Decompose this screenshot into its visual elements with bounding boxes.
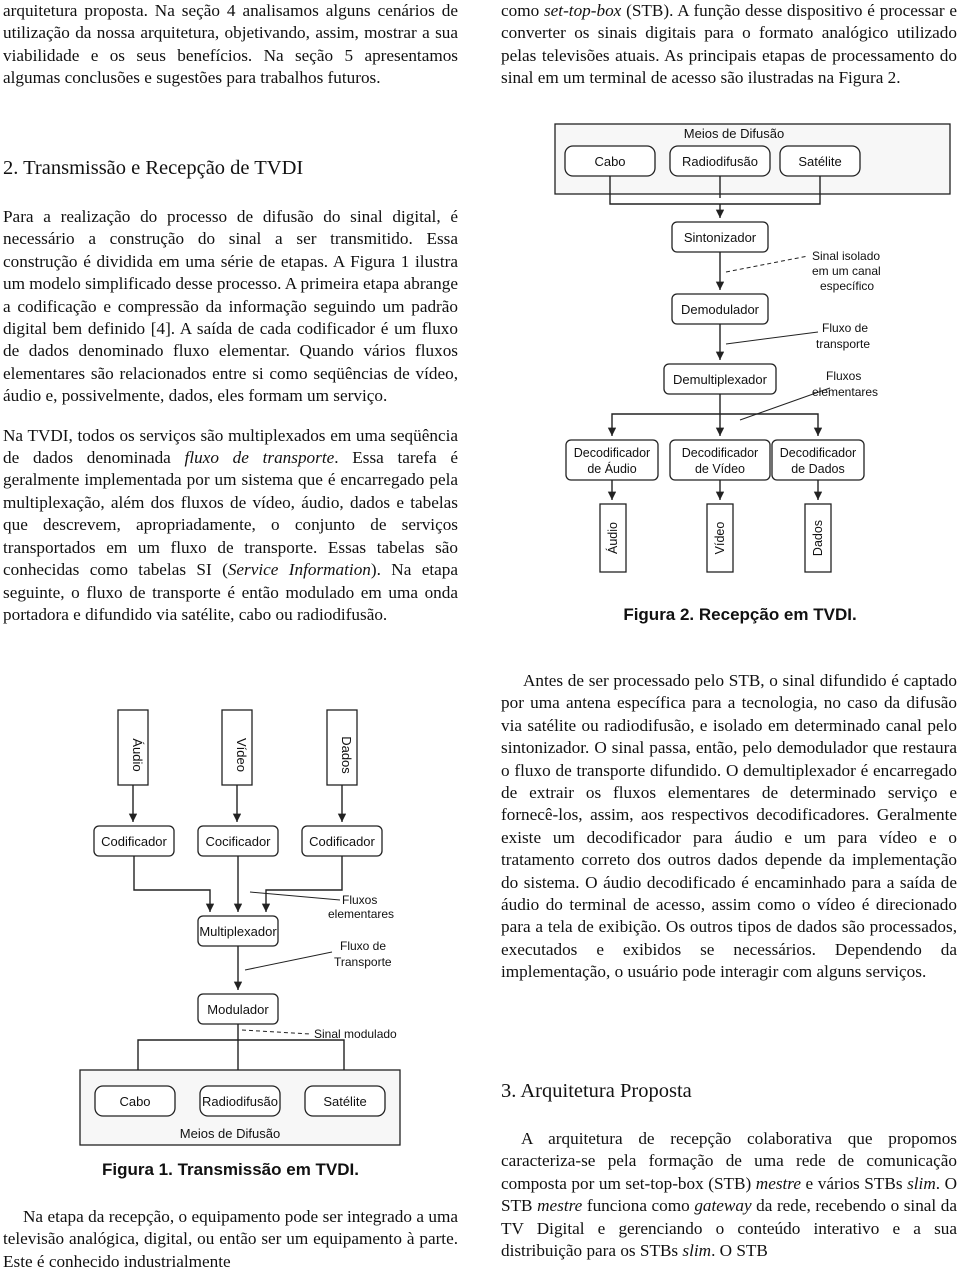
section-2-paragraph-1: Para a realização do processo de difusão do sinal digital, é necessário a construção do sinal a ser transmitido. Essa construção é dividida em uma série de etapas. A Figura 1 ilustra um modelo simplificado desse processo. A primeira etapa abrange a codificação e compressão da informação seguindo um padrão digital bem definido [4]. A saída de cada codificador é um fluxo de dados denominado fluxo elementar. Quando vários fluxos elementares são relacionados entre si como seqüências de vídeo, áudio e, possivelmente, dados, eles formam um serviço. xyxy=(3,207,458,406)
input-video-label: Vídeo xyxy=(234,738,249,772)
s3-text-4: funciona como xyxy=(582,1196,695,1216)
encoder-1-label: Codificador xyxy=(101,834,167,849)
output-video-label: Vídeo xyxy=(713,521,727,555)
fig1-elementary-label-1: Fluxos xyxy=(342,893,378,907)
stb-paragraph xyxy=(501,0,957,90)
s3-text-3: . O STB xyxy=(501,1173,958,1216)
decoder-video xyxy=(670,440,770,480)
input-data-label: Dados xyxy=(339,736,354,774)
decoder-data xyxy=(772,440,864,480)
tuner-label: Sintonizador xyxy=(683,230,757,245)
figure-2-reception-diagram xyxy=(550,118,955,598)
fig2-elementary-label-2: elementares xyxy=(812,385,879,399)
s3-italic-2: slim xyxy=(907,1173,936,1193)
fig2-isolated-label-2: em um canal xyxy=(812,264,881,278)
encoder-2-label: Cocificador xyxy=(205,834,271,849)
s3-text-5: da rede, recebendo o sinal da TV Digital e gerenciando o conteúdo interativo e a sua distribuição para os STBs xyxy=(501,1196,957,1261)
s3-italic-5: slim xyxy=(682,1241,712,1261)
encoder-1 xyxy=(94,826,174,856)
intro-text: arquitetura proposta. Na seção 4 analisamos alguns cenários de utilização da nossa arquitetura, objetivando, assim, mostrar a sua viabilidade e os seus benefícios. Na seção 5 apresentamos algumas conclusões e sugestões para trabalhos futuros. xyxy=(3,1,458,88)
figure-1-caption: Figura 1. Transmissão em TVDI. xyxy=(102,1160,359,1179)
p2-italic-b: Service Information xyxy=(227,560,371,580)
decoder-audio-line2: de Áudio xyxy=(587,462,637,476)
multiplexer-label: Multiplexador xyxy=(199,924,277,939)
section-2-heading: 2. Transmissão e Recepção de TVDI xyxy=(3,157,304,179)
stb-text-b: (STB). A função desse dispositivo é processar e converter os sinais digitais para o formato analógico utilizado pelas televisões atuais. As principais etapas de processamento do sinal em um terminal de acesso são ilustradas na Figura 2. xyxy=(501,1,958,88)
decoder-video-line2: de Vídeo xyxy=(694,462,746,476)
p2-text-b: . Essa tarefa é geralmente implementada por um sistema que é encarregado pela multiplexação, além dos fluxos de vídeo, áudio, dados e tabelas que descrevem, apropriadamente, o conjunto de serviços transportados em um fluxo de transporte. Essas tabelas são conhecidas como tabelas SI ( xyxy=(3,448,458,580)
modulator-label: Modulador xyxy=(207,1002,269,1017)
encoder-3 xyxy=(302,826,382,856)
bottom-left-paragraph xyxy=(3,1206,458,1273)
figure-2-caption: Figura 2. Recepção em TVDI. xyxy=(623,605,857,624)
p2-italic-a: fluxo de transporte xyxy=(184,448,335,468)
intro-paragraph xyxy=(3,0,458,90)
decoder-data-line2: de Dados xyxy=(791,462,845,476)
output-audio-label: Áudio xyxy=(606,522,620,554)
input-video xyxy=(222,710,252,785)
fig2-media-label: Meios de Difusão xyxy=(683,126,785,141)
decoder-video-line1: Decodificador xyxy=(681,446,759,460)
fig1-media-satellite: Satélite xyxy=(323,1094,367,1109)
demodulator-label: Demodulador xyxy=(680,302,760,317)
output-data-label: Dados xyxy=(811,519,825,557)
output-audio xyxy=(600,504,626,572)
fig2-transport-label-2: transporte xyxy=(816,337,871,351)
fig2-isolated-label-3: específico xyxy=(820,279,875,293)
fig1-transport-label-2: Transporte xyxy=(334,955,392,969)
section-3-body xyxy=(501,1128,957,1262)
section-3-paragraph xyxy=(501,1128,957,1262)
input-audio-label: Áudio xyxy=(130,738,145,772)
reception-paragraph-block xyxy=(501,670,957,984)
fig1-modulated-label: Sinal modulado xyxy=(314,1027,397,1041)
fig1-media-of-diffusion xyxy=(80,1070,400,1145)
fig2-media-of-diffusion xyxy=(555,124,950,194)
reception-intro-text: Na etapa da recepção, o equipamento pode ser integrado a uma televisão analógica, digital, ou então ser um equipamento à parte. Este é conhecido industrialmente xyxy=(3,1207,458,1271)
fig1-media-broadcast: Radiodifusão xyxy=(202,1094,278,1109)
fig1-transport-label-1: Fluxo de xyxy=(340,939,387,953)
fig1-media-label: Meios de Difusão xyxy=(179,1126,281,1141)
s3-text-1: A arquitetura de recepção colaborativa que propomos caracteriza-se pela formação de uma rede de comunicação composta por um set-top-box (STB) xyxy=(501,1129,957,1193)
demodulator xyxy=(672,294,768,324)
section-2-body xyxy=(3,206,458,626)
p2-text-a: Na TVDI, todos os serviços são multiplexados em uma seqüência de dados denominada xyxy=(3,425,458,468)
fig1-elementary-label-2: elementares xyxy=(328,907,395,921)
decoder-audio-line1: Decodificador xyxy=(573,446,651,460)
s3-italic-4: gateway xyxy=(694,1196,752,1216)
stb-italic: set-top-box xyxy=(543,1,622,20)
modulator xyxy=(198,994,278,1024)
multiplexer xyxy=(198,916,278,946)
fig2-elementary-label-1: Fluxos xyxy=(826,369,862,383)
section-2-paragraph-2 xyxy=(3,425,458,627)
s3-italic-1: mestre xyxy=(755,1173,801,1193)
right-top-paragraph xyxy=(501,0,957,90)
input-data xyxy=(327,710,357,785)
s3-text-6: . O STB xyxy=(711,1241,768,1261)
figure-1-transmission-diagram xyxy=(70,700,420,1150)
section-3-heading: 3. Arquitetura Proposta xyxy=(501,1080,692,1102)
decoder-data-line1: Decodificador xyxy=(779,446,857,460)
encoder-2 xyxy=(198,826,278,856)
tuner xyxy=(672,222,768,252)
s3-text-2: e vários STBs xyxy=(800,1173,908,1193)
fig2-media-broadcast: Radiodifusão xyxy=(682,154,758,169)
fig2-isolated-label-1: Sinal isolado xyxy=(812,249,881,263)
demultiplexer-label: Demultiplexador xyxy=(673,372,767,387)
p2-text-c: ). Na etapa seguinte, o fluxo de transporte é então modulado em uma onda portadora e difundido via satélite, cabo ou radiodifusão. xyxy=(3,560,458,624)
fig2-media-satellite: Satélite xyxy=(798,154,842,169)
fig2-transport-label-1: Fluxo de xyxy=(822,321,869,335)
s3-italic-3: mestre xyxy=(537,1196,583,1216)
output-video xyxy=(707,504,733,572)
stb-text-a: como xyxy=(501,1,544,20)
decoder-audio xyxy=(566,440,658,480)
encoder-3-label: Codificador xyxy=(309,834,375,849)
reception-paragraph: Antes de ser processado pelo STB, o sinal difundido é captado por uma antena específica para a tecnologia, no caso da difusão via satélite ou radiodifusão, e isolado em determinado canal pelo sintonizador. O sinal passa, então, pelo demodulador que restaura o fluxo de transporte difundido. O demultiplexador é encarregado de extrair os fluxos elementares de determinado serviço e fornecê-los, assim, aos respectivos decodificadores. Geralmente existe um decodificador para áudio e um para vídeo e o tratamento correto dos outros dados depende da implementação do sistema. O áudio decodificado é encaminhado para a saída de áudio do terminal de acesso, assim como o vídeo é direcionado para a tela de exibição. Os outros tipos de dados são processados, executados e exibidos se necessários. Dependendo da implementação, o usuário pode interagir com alguns serviços. xyxy=(501,671,957,982)
demultiplexer xyxy=(664,364,776,394)
fig2-media-cable: Cabo xyxy=(594,154,626,169)
output-data xyxy=(805,504,831,572)
fig1-media-cable: Cabo xyxy=(119,1094,151,1109)
input-audio xyxy=(118,710,148,785)
